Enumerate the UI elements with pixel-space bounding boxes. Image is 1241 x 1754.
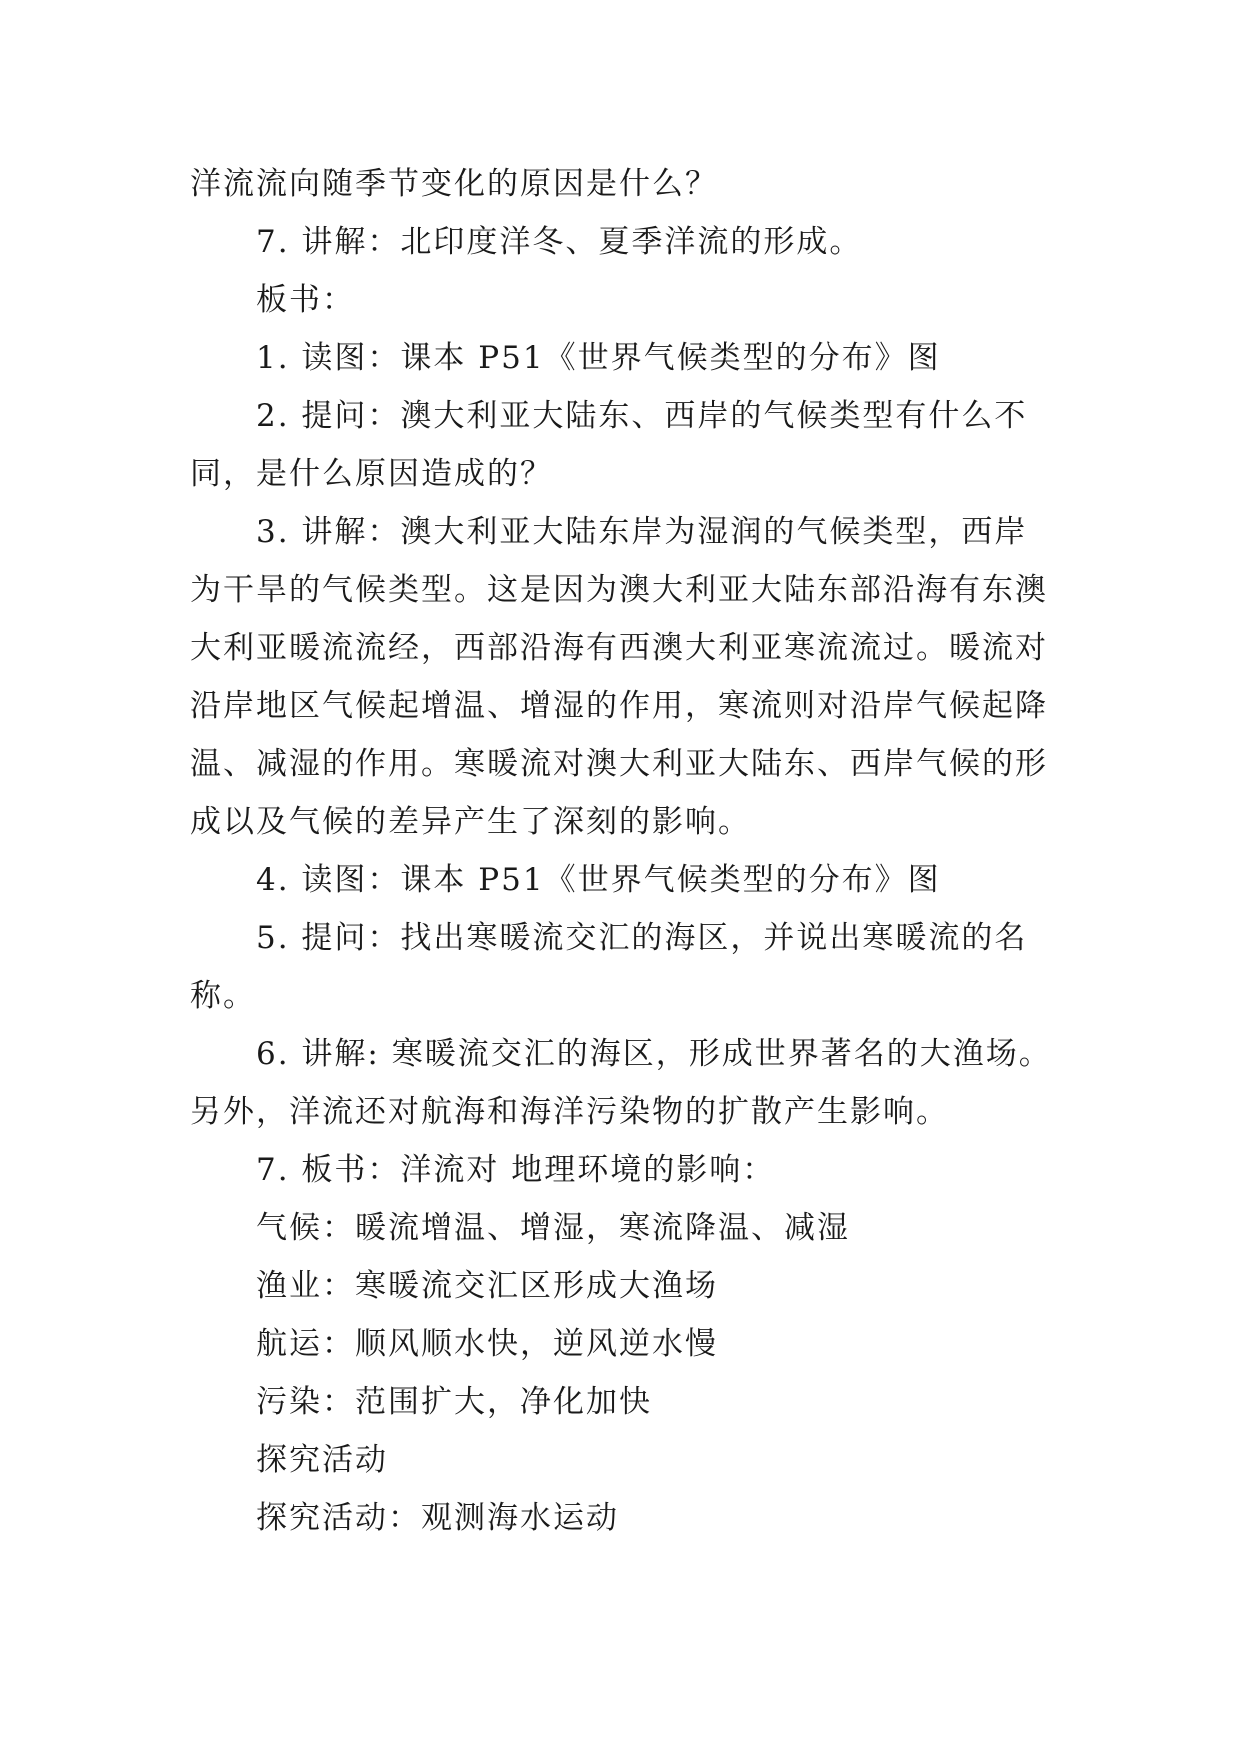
text-line: 1. 读图：课本 P51《世界气候类型的分布》图 xyxy=(256,340,941,376)
text-line: 板书： xyxy=(256,282,355,318)
text-line: 2. 提问：澳大利亚大陆东、西岸的气候类型有什么不 xyxy=(256,398,1028,434)
text-line: 污染：范围扩大，净化加快 xyxy=(256,1384,652,1420)
text-line: 同，是什么原因造成的？ xyxy=(190,456,553,492)
text-line: 航运：顺风顺水快，逆风逆水慢 xyxy=(256,1326,718,1362)
document-body xyxy=(190,155,1065,1547)
text-line: 气候：暖流增温、增湿，寒流降温、减湿 xyxy=(256,1210,850,1246)
text-line: 探究活动 xyxy=(256,1442,388,1478)
text-line: 4. 读图：课本 P51《世界气候类型的分布》图 xyxy=(256,862,941,898)
text-line: 6. 讲解: 寒暖流交汇的海区，形成世界著名的大渔场。 xyxy=(256,1036,1052,1072)
text-line: 3. 讲解：澳大利亚大陆东岸为湿润的气候类型，西岸 xyxy=(256,514,1028,550)
text-line: 探究活动：观测海水运动 xyxy=(256,1500,619,1536)
text-line: 称。 xyxy=(190,978,256,1014)
text-line: 沿岸地区气候起增温、增湿的作用，寒流则对沿岸气候起降 xyxy=(190,688,1048,724)
text-line: 成以及气候的差异产生了深刻的影响。 xyxy=(190,804,751,840)
text-line: 温、减湿的作用。寒暖流对澳大利亚大陆东、西岸气候的形 xyxy=(190,746,1048,782)
text-line: 另外，洋流还对航海和海洋污染物的扩散产生影响。 xyxy=(190,1094,949,1130)
text-line: 7. 讲解：北印度洋冬、夏季洋流的形成。 xyxy=(256,224,863,260)
text-line: 5. 提问：找出寒暖流交汇的海区，并说出寒暖流的名 xyxy=(256,920,1028,956)
text-line: 大利亚暖流流经，西部沿海有西澳大利亚寒流流过。暖流对 xyxy=(190,630,1048,666)
text-line: 为干旱的气候类型。这是因为澳大利亚大陆东部沿海有东澳 xyxy=(190,572,1048,608)
text-line: 7. 板书：洋流对 地理环境的影响： xyxy=(256,1152,776,1188)
text-line: 洋流流向随季节变化的原因是什么？ xyxy=(190,166,718,202)
text-line: 渔业：寒暖流交汇区形成大渔场 xyxy=(256,1268,718,1304)
